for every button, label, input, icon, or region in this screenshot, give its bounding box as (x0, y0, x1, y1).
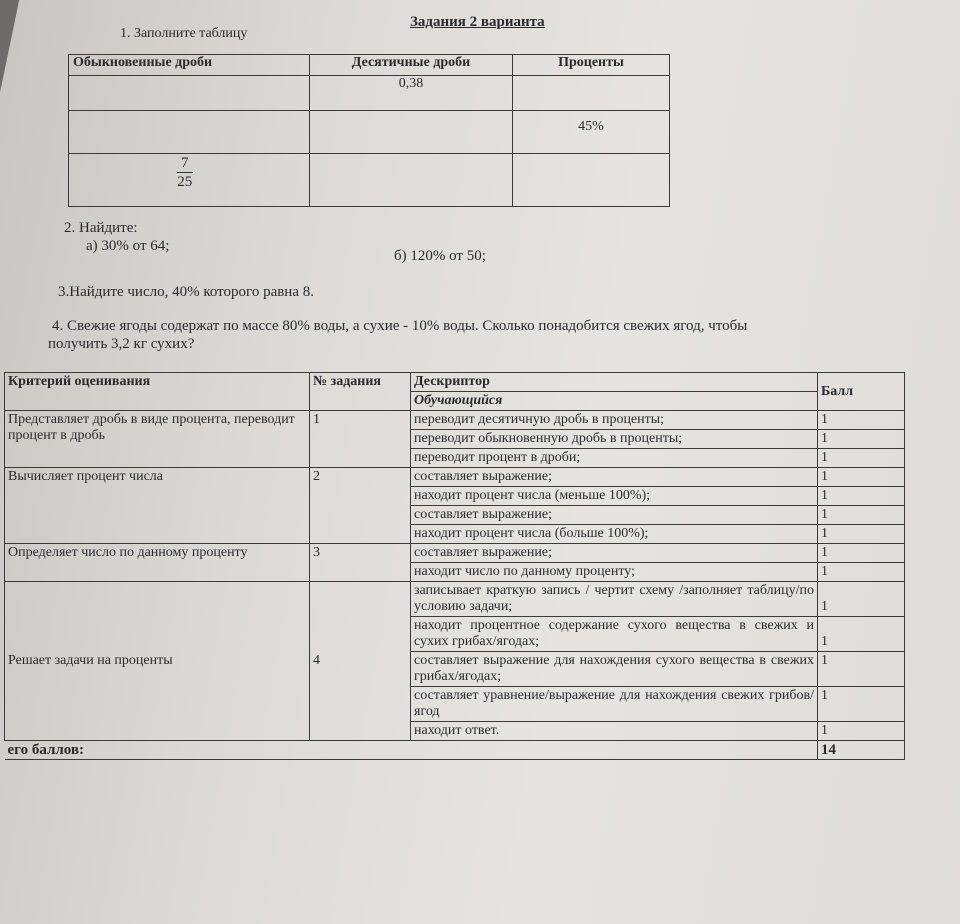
score-cell: 1 (818, 687, 905, 722)
descriptor-cell: составляет уравнение/выражение для нахождения свежих грибов/ягод (411, 687, 818, 722)
score-cell: 1 (818, 468, 905, 487)
col-header-fractions: Обыкновенные дроби (69, 55, 310, 76)
score-cell: 1 (818, 525, 905, 544)
task-4-line-1: 4. Свежие ягоды содержат по массе 80% воды, а сухие - 10% воды. Сколько понадобится свежих ягод, чтобы (52, 318, 748, 334)
table-row (5, 411, 905, 430)
criterion-cell: Представляет дробь в виде процента, переводит процент в дробь (5, 411, 310, 468)
col-header-percents: Проценты (513, 55, 670, 76)
table-row (5, 582, 905, 617)
score-cell: 1 (818, 506, 905, 525)
descriptor-cell: записывает краткую запись / чертит схему /заполняет таблицу/по условию задачи; (411, 582, 818, 617)
table-cell (513, 154, 670, 207)
descriptor-cell: находит процент числа (больше 100%); (411, 525, 818, 544)
table-row (5, 544, 905, 563)
score-cell: 1 (818, 430, 905, 449)
table-row (5, 468, 905, 487)
table-row (69, 154, 670, 207)
header-score: Балл (818, 373, 905, 411)
task-number-cell: 3 (310, 544, 411, 582)
task-4-line-2: получить 3,2 кг сухих? (48, 336, 195, 352)
fraction-numerator: 7 (177, 154, 193, 173)
total-score: 14 (818, 741, 905, 760)
score-cell: 1 (818, 617, 905, 652)
table-cell: 45% (513, 111, 670, 154)
table-cell: 0,38 (310, 76, 513, 111)
descriptor-cell: находит процент числа (меньше 100%); (411, 487, 818, 506)
header-task-number: № задания (310, 373, 411, 411)
header-student: Обучающийся (411, 392, 818, 411)
task-2-heading: 2. Найдите: (64, 220, 138, 236)
task-number-cell: 1 (310, 411, 411, 468)
total-row (5, 741, 905, 760)
descriptor-cell: составляет выражение; (411, 468, 818, 487)
score-cell: 1 (818, 411, 905, 430)
task-1-heading: 1. Заполните таблицу (120, 26, 248, 41)
score-cell: 1 (818, 544, 905, 563)
descriptor-cell: переводит процент в дроби; (411, 449, 818, 468)
criteria-table (4, 372, 905, 760)
fraction (177, 154, 193, 191)
table-row (69, 76, 670, 111)
fraction-denominator: 25 (177, 174, 193, 190)
table-row (69, 111, 670, 154)
task-2a: а) 30% от 64; (86, 238, 170, 254)
descriptor-cell: составляет выражение; (411, 506, 818, 525)
header-criterion: Критерий оценивания (5, 373, 310, 411)
task-number-cell: 4 (310, 582, 411, 741)
descriptor-cell: находит ответ. (411, 722, 818, 741)
score-cell: 1 (818, 487, 905, 506)
score-cell: 1 (818, 652, 905, 687)
fill-in-table (68, 54, 670, 207)
criterion-cell: Определяет число по данному проценту (5, 544, 310, 582)
table-cell (69, 154, 310, 207)
criterion-cell: Решает задачи на проценты (5, 582, 310, 741)
score-cell: 1 (818, 563, 905, 582)
table-cell (310, 111, 513, 154)
table-cell (310, 154, 513, 207)
col-header-decimals: Десятичные дроби (310, 55, 513, 76)
total-label: его баллов: (5, 741, 818, 760)
descriptor-cell: переводит десятичную дробь в проценты; (411, 411, 818, 430)
task-3: 3.Найдите число, 40% которого равна 8. (58, 284, 314, 300)
criterion-cell: Вычисляет процент числа (5, 468, 310, 544)
descriptor-cell: находит число по данному проценту; (411, 563, 818, 582)
page-title: Задания 2 варианта (410, 14, 545, 30)
descriptor-cell: переводит обыкновенную дробь в проценты; (411, 430, 818, 449)
table-cell (69, 76, 310, 111)
table-cell (513, 76, 670, 111)
header-descriptor: Дескриптор (411, 373, 818, 392)
score-cell: 1 (818, 449, 905, 468)
score-cell: 1 (818, 582, 905, 617)
score-cell: 1 (818, 722, 905, 741)
descriptor-cell: составляет выражение; (411, 544, 818, 563)
descriptor-cell: составляет выражение для нахождения сухого вещества в свежих грибах/ягодах; (411, 652, 818, 687)
table-cell (69, 111, 310, 154)
descriptor-cell: находит процентное содержание сухого вещества в свежих и сухих грибах/ягодах; (411, 617, 818, 652)
task-number-cell: 2 (310, 468, 411, 544)
task-2b: б) 120% от 50; (394, 248, 486, 264)
